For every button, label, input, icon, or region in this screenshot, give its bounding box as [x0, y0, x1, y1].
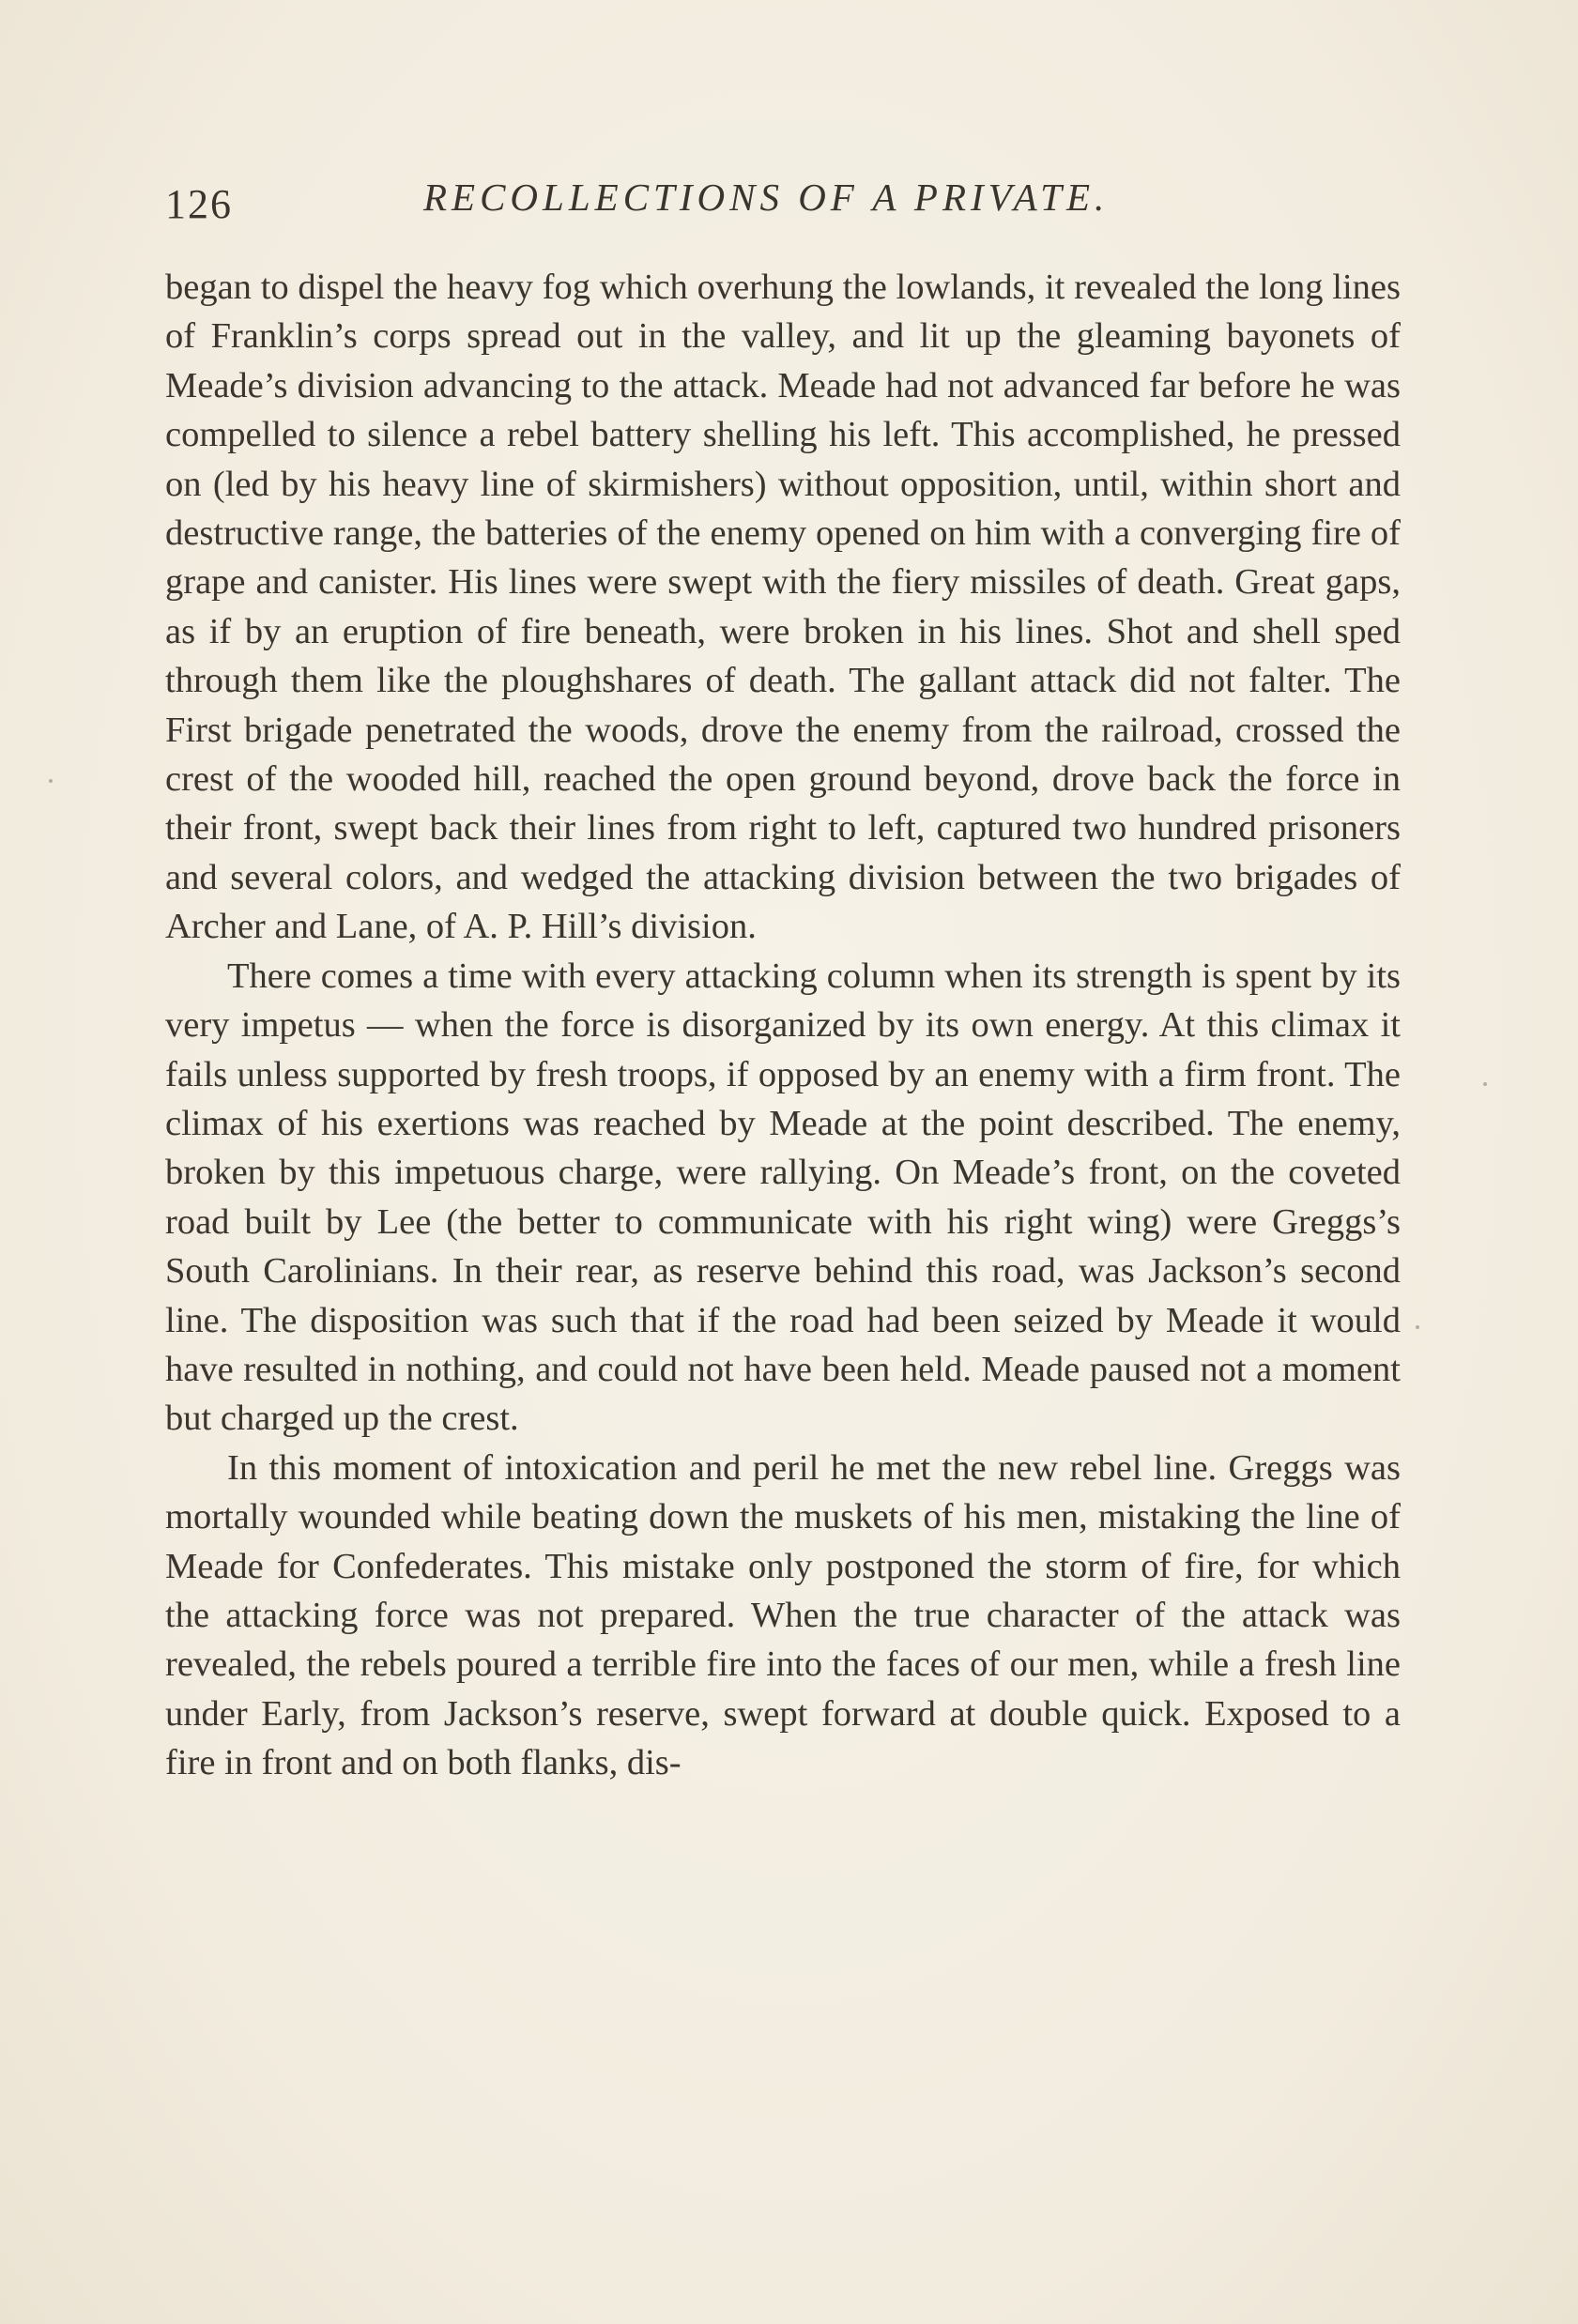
paragraph-continued: began to dispel the heavy fog which overhung the lowlands, it revealed the long lines of Franklin’s corps spread out in the valley, and lit up the gleaming bayonets of Meade’s division advancing to the attack. Meade had not advanced far before he was compelled to silence a rebel battery shelling his left. This accomplished, he pressed on (led by his heavy line of skirmishers) without opposition, until, within short and destructive range, the batteries of the enemy opened on him with a converging fire of grape and canister. His lines were swept with the fiery missiles of death. Great gaps, as if by an eruption of fire beneath, were broken in his lines. Shot and shell sped through them like the ploughshares of death. The gallant attack did not falter. The First brigade penetrated the woods, drove the enemy from the railroad, crossed the crest of the wooded hill, reached the open ground beyond, drove back the force in their front, swept back their lines from right to left, captured two hundred prisoners and several colors, and wedged the attacking division between the two brigades of Archer and Lane, of A. P. Hill’s division.	[165, 268, 1401, 947]
paper-speck	[1483, 1082, 1487, 1086]
paper-speck	[1416, 1325, 1419, 1329]
paragraph: In this moment of intoxication and peril he met the new rebel line. Greggs was mortally wounded while beating down the muskets of his men, mistaking the line of Meade for Confederates. This mistake only postponed the storm of fire, for which the attacking force was not prepared. When the true character of the attack was revealed, the rebels poured a terrible fire into the faces of our men, while a fresh line under Early, from Jackson’s reserve, swept forward at double quick. Exposed to a fire in front and on both flanks, dis-	[165, 1447, 1401, 1783]
running-title: RECOLLECTIONS OF A PRIVATE.	[423, 176, 1110, 219]
page-number: 126	[165, 181, 233, 227]
body-text	[165, 263, 1401, 1788]
paragraph: There comes a time with every attacking column when its strength is spent by its very impetus — when the force is disorganized by its own energy. At this climax it fails unless supported by fresh troops, if opposed by an enemy with a firm front. The climax of his exertions was reached by Meade at the point described. The enemy, broken by this impetuous charge, were rallying. On Meade’s front, on the coveted road built by Lee (the better to communicate with his right wing) were Greggs’s South Carolinians. In their rear, as reserve behind this road, was Jackson’s second line. The disposition was such that if the road had been seized by Meade it would have resulted in nothing, and could not have been held. Meade paused not a moment but charged up the crest.	[165, 956, 1401, 1439]
page-header	[165, 169, 1404, 235]
paper-speck	[49, 779, 53, 783]
